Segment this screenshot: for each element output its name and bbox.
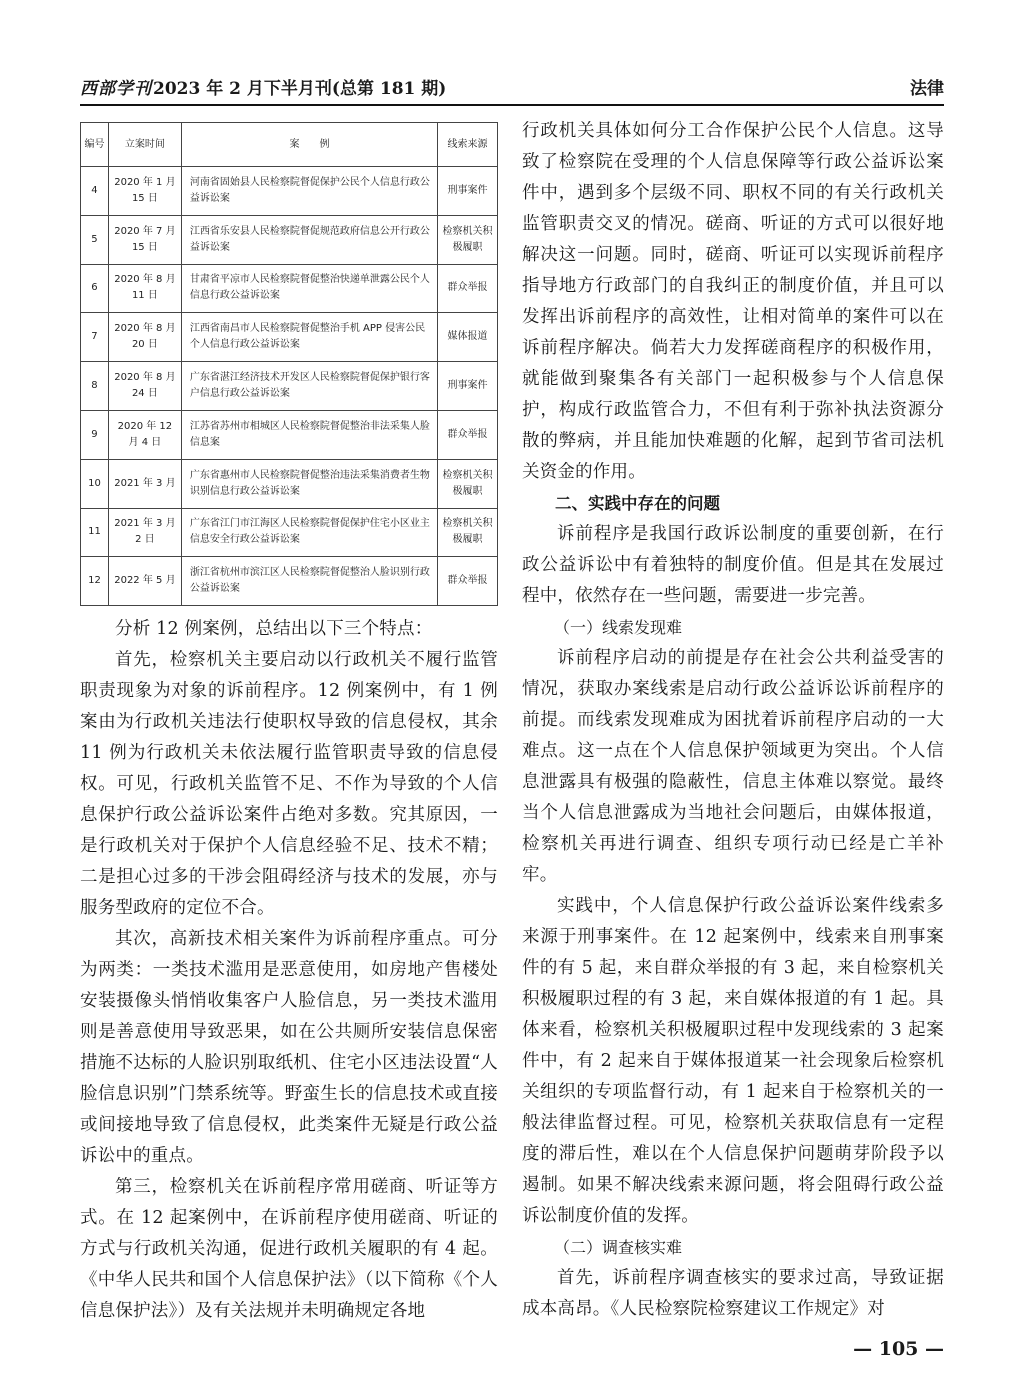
row-case: 浙江省杭州市滨江区人民检察院督促整治人脸识别行政公益诉讼案 (181, 557, 437, 606)
row-case: 广东省江门市江海区人民检察院督促保护住宅小区业主信息安全行政公益诉讼案 (181, 508, 437, 557)
row-number: 9 (81, 410, 109, 459)
right-column (522, 116, 944, 1325)
paragraph-first-feature: 首先，检察机关主要启动以行政机关不履行监管职责现象为对象的诉前程序。12 例案例中，有 1 例案由为行政机关违法行使职权导致的信息侵权，其余 11 例为行政机关未依法履行监管职责导致的信息侵权。可见，行政机关监管不足、不作为导致的个人信息保护行政公益诉讼案件占绝对多数。究其原因，一是行政机关对于保护个人信息经验不足、技术不精；二是担心过多的干涉会阻碍经济与技术的发展，亦与服务型政府的定位不合。 (80, 650, 498, 919)
row-number: 10 (81, 459, 109, 508)
row-case: 江西省乐安县人民检察院督促规范政府信息公开行政公益诉讼案 (181, 215, 437, 264)
paragraph-investigation: 首先，诉前程序调查核实的要求过高，导致证据成本高昂。《人民检察院检察建议工作规定》对 (522, 1268, 944, 1319)
row-source: 群众举报 (438, 557, 498, 606)
row-case: 甘肃省平凉市人民检察院督促整治快递单泄露公民个人信息行政公益诉讼案 (181, 264, 437, 313)
row-source: 刑事案件 (438, 167, 498, 216)
journal-info (80, 74, 446, 99)
row-date: 2020 年 1 月 15 日 (108, 167, 181, 216)
case-table (80, 122, 498, 606)
row-source: 群众举报 (438, 264, 498, 313)
paragraph-clue-sources: 实践中，个人信息保护行政公益诉讼案件线索多来源于刑事案件。在 12 起案例中，线索来自刑事案件的有 5 起，来自群众举报的有 3 起，来自检察机关积极履职过程的有 3 起，来自媒体报道的有 1 起。具体来看，检察机关积极履职过程中发现线索的 3 起案件中，有 2 起来自于媒体报道某一社会现象后检察机关组织的专项监督行动，有 1 起来自于检察机关的一般法律监督过程。可见，检察机关获取信息有一定程度的滞后性，难以在个人信息保护问题萌芽阶段予以遏制。如果不解决线索来源问题，将会阻碍行政公益诉讼制度价值的发挥。 (522, 896, 944, 1226)
row-case: 广东省湛江经济技术开发区人民检察院督促保护银行客户信息行政公益诉讼案 (181, 362, 437, 411)
row-date: 2020 年 8 月 20 日 (108, 313, 181, 362)
table-row (81, 215, 498, 264)
row-case: 广东省惠州市人民检察院督促整治违法采集消费者生物识别信息行政公益诉讼案 (181, 459, 437, 508)
column-header-source: 线索来源 (438, 123, 498, 167)
table-row (81, 459, 498, 508)
row-date: 2020 年 8 月 24 日 (108, 362, 181, 411)
row-number: 12 (81, 557, 109, 606)
paragraph-section-intro: 诉前程序是我国行政诉讼制度的重要创新，在行政公益诉讼中有着独特的制度价值。但是其在发展过程中，依然存在一些问题，需要进一步完善。 (522, 524, 944, 606)
paragraph-clue-discovery: 诉前程序启动的前提是存在社会公共利益受害的情况，获取办案线索是启动行政公益诉讼诉前程序的前提。而线索发现难成为困扰着诉前程序启动的一大难点。这一点在个人信息保护领域更为突出。个人信息泄露具有极强的隐蔽性，信息主体难以察觉。最终当个人信息泄露成为当地社会问题后，由媒体报道，检察机关再进行调查、组织专项行动已经是亡羊补牢。 (522, 648, 944, 885)
row-case: 江苏省苏州市相城区人民检察院督促整治非法采集人脸信息案 (181, 410, 437, 459)
row-number: 4 (81, 167, 109, 216)
row-case: 江西省南昌市人民检察院督促整治手机 APP 侵害公民个人信息行政公益诉讼案 (181, 313, 437, 362)
row-date: 2020 年 7 月 15 日 (108, 215, 181, 264)
table-row (81, 508, 498, 557)
row-number: 7 (81, 313, 109, 362)
row-source: 检察机关积极履职 (438, 215, 498, 264)
page-number: — 105 — (853, 1338, 944, 1360)
row-source: 检察机关积极履职 (438, 459, 498, 508)
row-date: 2021 年 3 月 (108, 459, 181, 508)
page-header (80, 72, 944, 106)
paragraph-second-feature: 其次，高新技术相关案件为诉前程序重点。可分为两类：一类技术滥用是恶意使用，如房地产售楼处安装摄像头悄悄收集客户人脸信息，另一类技术滥用则是善意使用导致恶果，如在公共厕所安装信息保密措施不达标的人脸识别取纸机、住宅小区违法设置“人脸信息识别”门禁系统等。野蛮生长的信息技术或直接或间接地导致了信息侵权，此类案件无疑是行政公益诉讼中的重点。 (80, 929, 498, 1167)
journal-logo: 西部学刊 (80, 79, 152, 99)
table-row (81, 264, 498, 313)
row-source: 检察机关积极履职 (438, 508, 498, 557)
row-source: 媒体报道 (438, 313, 498, 362)
table-row (81, 410, 498, 459)
analysis-intro: 分析 12 例案例，总结出以下三个特点： (115, 619, 433, 640)
row-date: 2020 年 12 月 4 日 (108, 410, 181, 459)
row-date: 2020 年 8 月 11 日 (108, 264, 181, 313)
row-date: 2021 年 3 月 2 日 (108, 508, 181, 557)
subheading-clue-discovery: （一）线索发现难 (554, 618, 683, 637)
table-row (81, 313, 498, 362)
row-number: 6 (81, 264, 109, 313)
table-row (81, 557, 498, 606)
table-row (81, 362, 498, 411)
row-date: 2022 年 5 月 (108, 557, 181, 606)
column-header-date: 立案时间 (108, 123, 181, 167)
journal-issue: 2023 年 2 月下半月刊(总第 181 期) (153, 79, 447, 99)
row-number: 11 (81, 508, 109, 557)
row-case: 河南省固始县人民检察院督促保护公民个人信息行政公益诉讼案 (181, 167, 437, 216)
row-source: 群众举报 (438, 410, 498, 459)
paragraph-continuation: 行政机关具体如何分工合作保护公民个人信息。这导致了检察院在受理的个人信息保障等行政公益诉讼案件中，遇到多个层级不同、职权不同的有关行政机关监管职责交叉的情况。磋商、听证的方式可以很好地解决这一问题。同时，磋商、听证可以实现诉前程序指导地方行政部门的自我纠正的制度价值，并且可以发挥出诉前程序的高效性，让相对简单的案件可以在诉前程序解决。倘若大力发挥磋商程序的积极作用，就能做到聚集各有关部门一起积极参与个人信息保护，构成行政监管合力，不但有利于弥补执法资源分散的弊病，并且能加快难题的化解，起到节省司法机关资金的作用。 (522, 121, 944, 482)
column-header-number: 编号 (81, 123, 109, 167)
table-header-row (81, 123, 498, 167)
section-label: 法律 (910, 79, 944, 99)
section-heading: 二、实践中存在的问题 (555, 494, 720, 513)
row-number: 5 (81, 215, 109, 264)
table-row (81, 167, 498, 216)
left-column (80, 122, 498, 1327)
row-source: 刑事案件 (438, 362, 498, 411)
row-number: 8 (81, 362, 109, 411)
column-header-case: 案 例 (181, 123, 437, 167)
subheading-investigation: （二）调查核实难 (554, 1238, 683, 1257)
paragraph-third-feature: 第三，检察机关在诉前程序常用磋商、听证等方式。在 12 起案例中，在诉前程序使用磋商、听证的方式与行政机关沟通，促进行政机关履职的有 4 起。《中华人民共和国个人信息保护法》（以下简称《个人信息保护法》）及有关法规并未明确规定各地 (80, 1177, 498, 1322)
